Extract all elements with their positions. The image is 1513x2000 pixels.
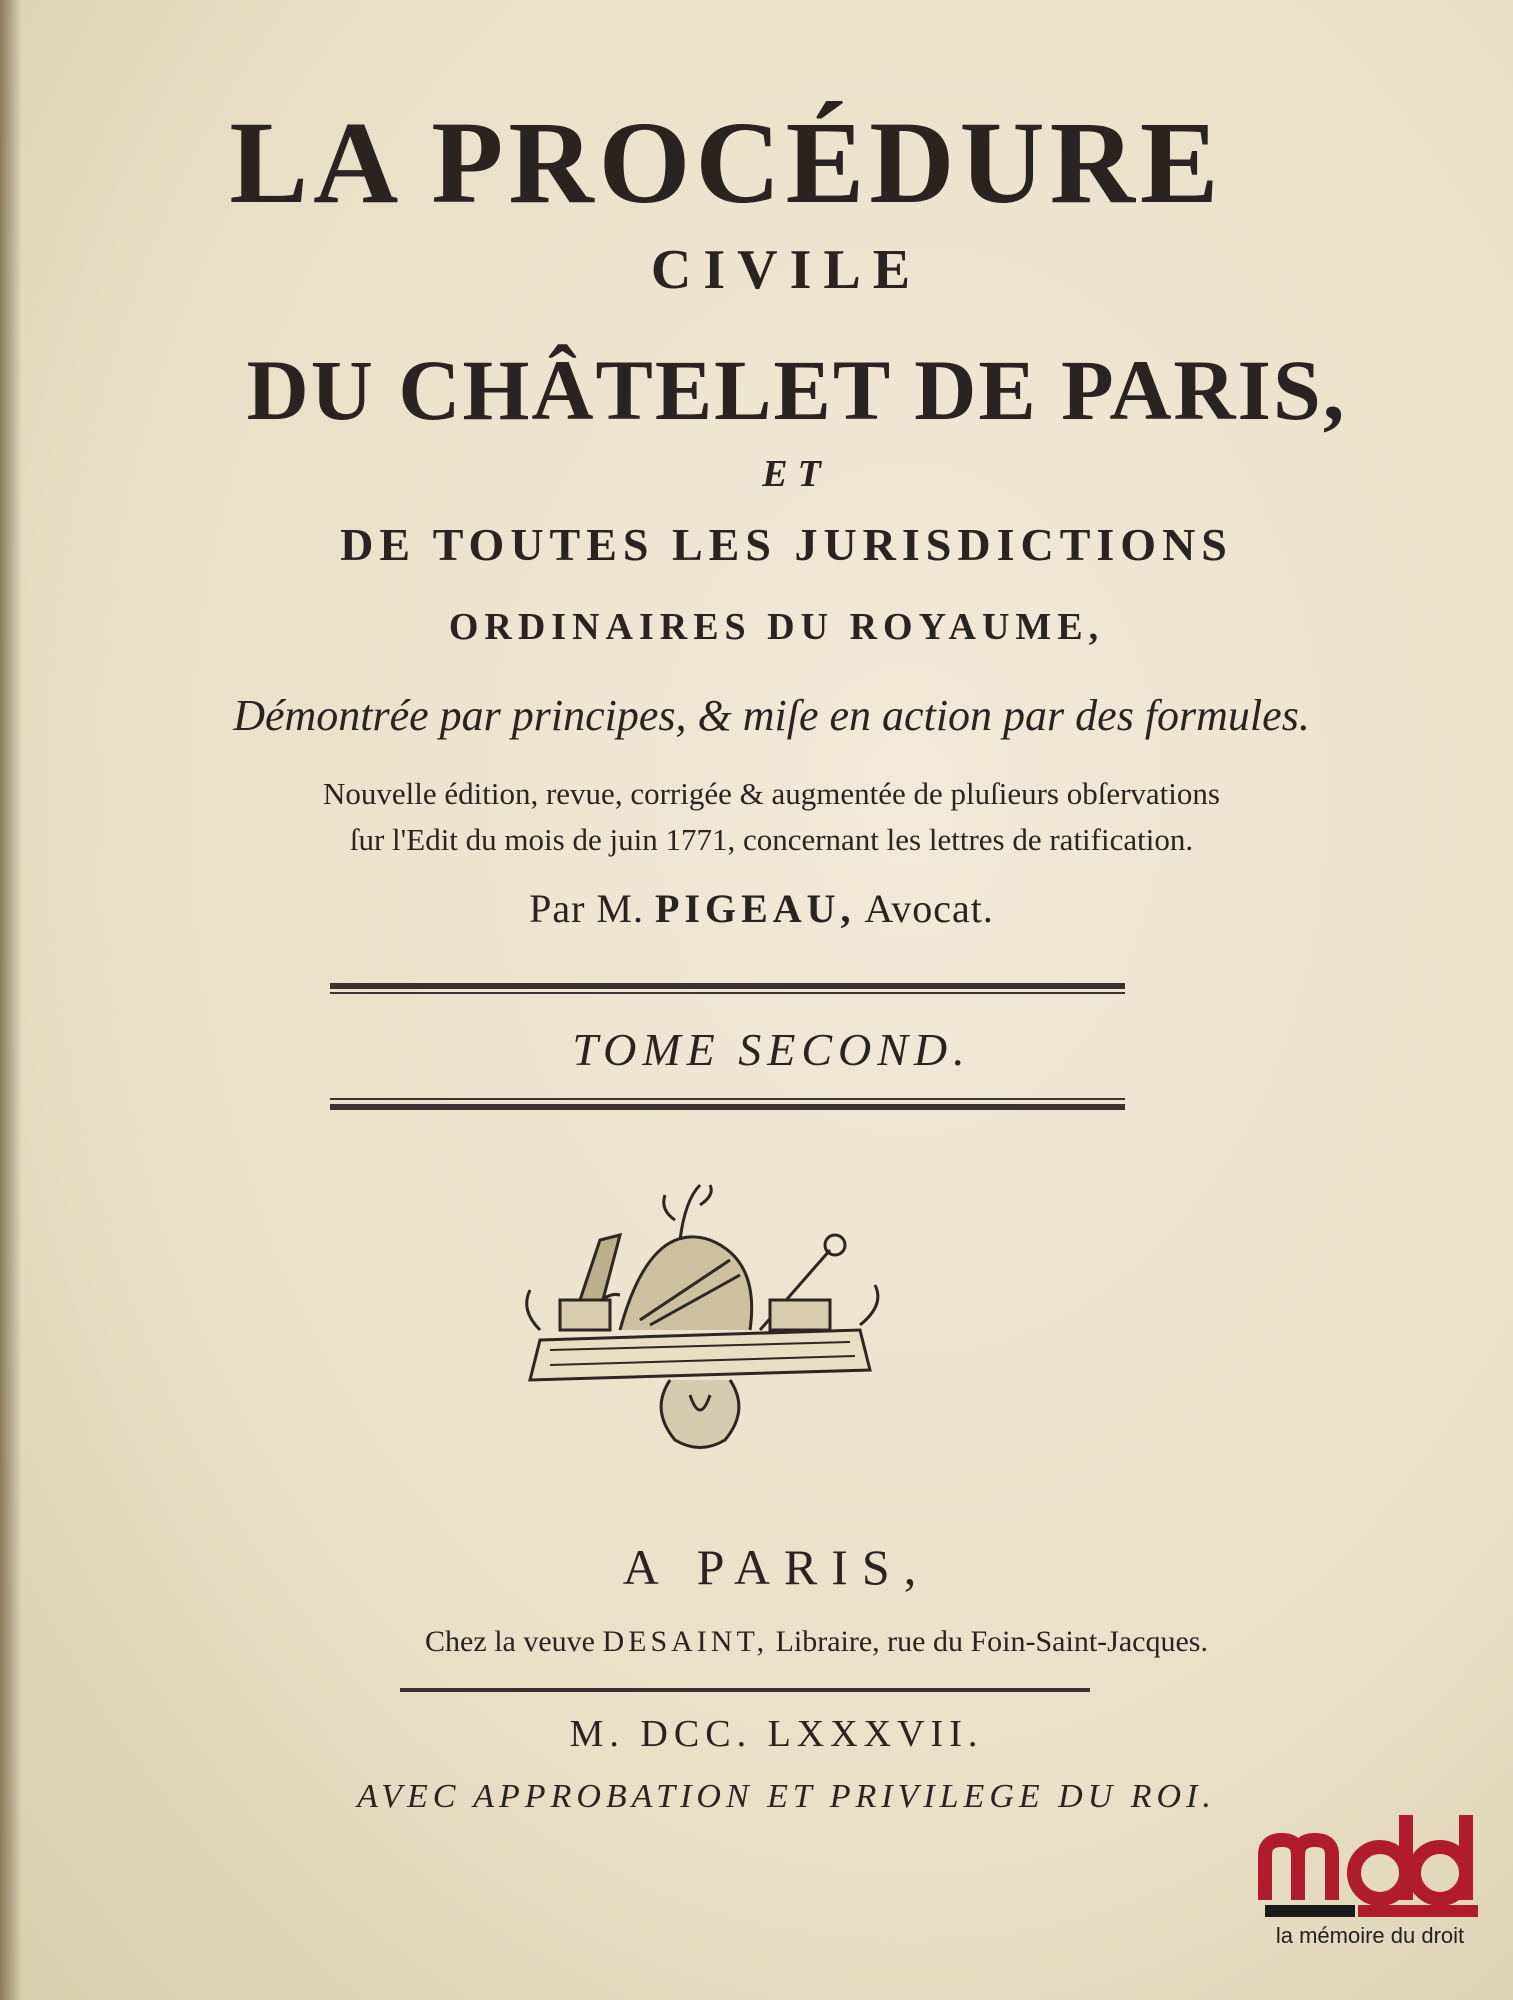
title-line-5: DE TOUTES LES JURISDICTIONS (340, 519, 1233, 570)
mdd-logo (1240, 1805, 1500, 1995)
author-suffix: Avocat. (864, 886, 994, 931)
rule-imprint (400, 1688, 1090, 1692)
rule-top-thin (330, 992, 1125, 994)
title-line-2: CIVILE (650, 239, 923, 301)
publisher-prefix: Chez la veuve (425, 1625, 595, 1658)
edition-note-line-2: ſur l'Edit du mois de juin 1771, concernant les lettres de ratification. (349, 822, 1194, 857)
title-conjunction: ET (762, 453, 831, 495)
author-prefix: Par M. (529, 886, 644, 931)
logo-caption: la mémoire du droit (1275, 1923, 1465, 1948)
rule-top-thick (330, 983, 1125, 989)
volume-label: TOME SECOND. (572, 1024, 971, 1075)
publisher-suffix: Libraire, rue du Foin-Saint-Jacques. (775, 1625, 1208, 1658)
author-line (5, 885, 1513, 932)
logo-bar-black (1265, 1905, 1355, 1917)
title-line-3: DU CHÂTELET DE PARIS, (246, 342, 1347, 438)
publication-year: M. DCC. LXXXVII. (569, 1713, 984, 1755)
subtitle: Démontrée par principes, & miſe en action par des formules. (233, 691, 1310, 740)
title-line-1: LA PROCÉDURE (229, 97, 1224, 228)
ornament-vignette (500, 1180, 900, 1460)
spine-shadow (0, 0, 22, 2000)
title-line-6: ORDINAIRES DU ROYAUME, (448, 606, 1105, 648)
edition-note-line-1: Nouvelle édition, revue, corrigée & augmentée de pluſieurs obſervations (323, 776, 1220, 811)
rule-bottom-thick (330, 1104, 1125, 1110)
place-of-publication: A PARIS, (622, 1539, 931, 1595)
publisher-line (60, 1625, 1513, 1659)
logo-bar-red (1358, 1905, 1478, 1917)
publisher-name: DESAINT, (602, 1625, 769, 1658)
author-name: PIGEAU, (654, 886, 856, 931)
rule-bottom-thin (330, 1098, 1125, 1100)
royal-privilege: AVEC APPROBATION ET PRIVILEGE DU ROI. (357, 1778, 1216, 1815)
